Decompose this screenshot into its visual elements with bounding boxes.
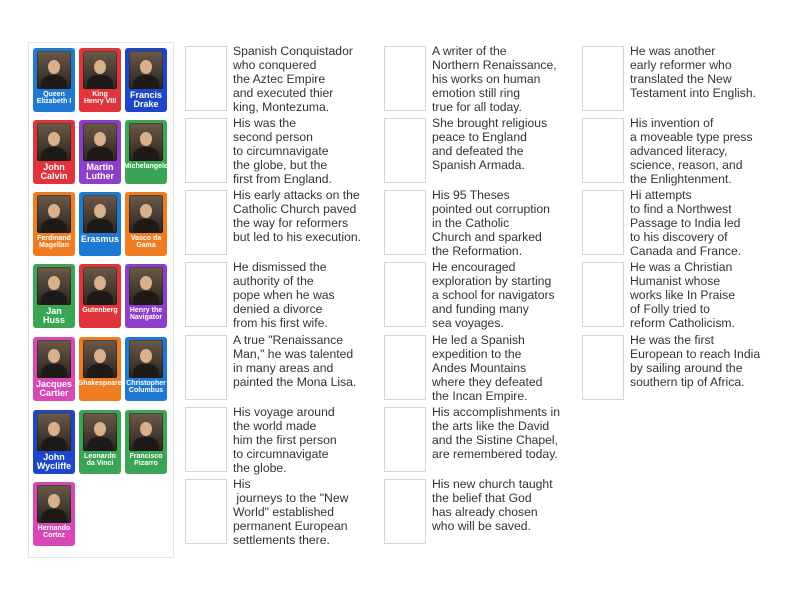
drop-target-box[interactable] bbox=[185, 118, 227, 183]
portrait-image bbox=[37, 485, 71, 523]
portrait-face bbox=[140, 204, 152, 218]
tile-hernando-cortez[interactable] bbox=[33, 482, 75, 546]
portrait-body bbox=[41, 147, 67, 161]
tile-michelangelo[interactable] bbox=[125, 120, 167, 184]
clue-text: His voyage around the world made him the first person to circumnavigate the globe. bbox=[233, 405, 337, 476]
portrait-body bbox=[41, 291, 67, 305]
tile-vasco-da-gama[interactable] bbox=[125, 192, 167, 256]
portrait-image bbox=[129, 340, 163, 378]
tile-label: Ferdinand Magellan bbox=[37, 235, 71, 250]
drop-target-box[interactable] bbox=[384, 262, 426, 327]
portrait-image bbox=[129, 267, 163, 305]
drop-target-box[interactable] bbox=[384, 479, 426, 544]
clue-text: His accomplishments in the arts like the David and the Sistine Chapel, are remembered today. bbox=[432, 405, 561, 462]
clue-text: She brought religious peace to England and defeated the Spanish Armada. bbox=[432, 116, 548, 173]
portrait-image bbox=[37, 51, 71, 89]
clue-text: His invention of a moveable type press advanced literacy, science, reason, and the Enlightenment. bbox=[630, 116, 753, 187]
portrait-body bbox=[41, 75, 67, 89]
clue-text: He was the first European to reach India by sailing around the southern tip of Africa. bbox=[630, 333, 761, 390]
portrait-face bbox=[140, 422, 152, 436]
portrait-body bbox=[133, 219, 159, 233]
portrait-body bbox=[87, 364, 113, 378]
drop-target-box[interactable] bbox=[185, 46, 227, 111]
tile-jacques-cartier[interactable] bbox=[33, 337, 75, 401]
clue-text: A writer of the Northern Renaissance, his works on human emotion still ring true for all today. bbox=[432, 44, 557, 115]
tile-label: John Wycliffe bbox=[36, 452, 72, 472]
drop-target-box[interactable] bbox=[185, 262, 227, 327]
tile-jan-huss[interactable] bbox=[33, 264, 75, 328]
drop-target-box[interactable] bbox=[582, 118, 624, 183]
portrait-face bbox=[140, 276, 152, 290]
tile-label: John Calvin bbox=[40, 162, 68, 182]
tile-leonardo-da-vinci[interactable] bbox=[79, 410, 121, 474]
portrait-face bbox=[48, 349, 60, 363]
portrait-image bbox=[129, 123, 163, 161]
tile-label: Gutenberg bbox=[82, 307, 118, 314]
tile-gutenberg[interactable] bbox=[79, 264, 121, 328]
drop-target-box[interactable] bbox=[185, 190, 227, 255]
tile-francisco-pizarro[interactable] bbox=[125, 410, 167, 474]
tile-label: King Henry VIII bbox=[83, 91, 117, 106]
tile-christopher-columbus[interactable] bbox=[125, 337, 167, 401]
portrait-face bbox=[48, 60, 60, 74]
clue-text: He encouraged exploration by starting a school for navigators and funding many sea voyages. bbox=[432, 260, 555, 331]
tile-label: Jan Huss bbox=[42, 306, 65, 326]
clue-text: His new church taught the belief that God has already chosen who will be saved. bbox=[432, 477, 553, 534]
portrait-image bbox=[83, 51, 117, 89]
portrait-image bbox=[83, 123, 117, 161]
portrait-image bbox=[37, 123, 71, 161]
drop-target-box[interactable] bbox=[185, 335, 227, 400]
portrait-face bbox=[140, 60, 152, 74]
tile-shakespeare[interactable] bbox=[79, 337, 121, 401]
drop-target-box[interactable] bbox=[384, 46, 426, 111]
tile-label: Queen Elizabeth I bbox=[36, 91, 72, 106]
tile-label: Christopher Columbus bbox=[126, 380, 166, 395]
portrait-body bbox=[87, 291, 113, 305]
drop-target-box[interactable] bbox=[582, 46, 624, 111]
portrait-face bbox=[94, 422, 106, 436]
portrait-body bbox=[41, 364, 67, 378]
clue-text: He dismissed the authority of the pope when he was denied a divorce from his first wife. bbox=[233, 260, 335, 331]
portrait-image bbox=[37, 340, 71, 378]
portrait-body bbox=[41, 437, 67, 451]
portrait-body bbox=[133, 291, 159, 305]
clue-text: He was a Christian Humanist whose works like In Praise of Folly tried to reform Catholicism. bbox=[630, 260, 735, 331]
portrait-image bbox=[129, 51, 163, 89]
portrait-face bbox=[94, 60, 106, 74]
tile-martin-luther[interactable] bbox=[79, 120, 121, 184]
drop-target-box[interactable] bbox=[384, 407, 426, 472]
portrait-image bbox=[37, 267, 71, 305]
tile-label: Erasmus bbox=[80, 234, 120, 244]
tile-label: Martin Luther bbox=[86, 162, 114, 182]
drop-target-box[interactable] bbox=[185, 479, 227, 544]
portrait-body bbox=[87, 147, 113, 161]
portrait-image bbox=[83, 413, 117, 451]
clue-text: His 95 Theses pointed out corruption in the Catholic Church and sparked the Reformation. bbox=[432, 188, 550, 259]
tile-label: Henry the Navigator bbox=[129, 307, 163, 322]
portrait-body bbox=[87, 75, 113, 89]
tile-label: Francis Drake bbox=[129, 90, 162, 110]
tile-label: Leonardo da Vinci bbox=[84, 453, 116, 468]
tile-king-henry-viii[interactable] bbox=[79, 48, 121, 112]
tile-erasmus[interactable] bbox=[79, 192, 121, 256]
tile-panel bbox=[28, 42, 174, 558]
portrait-image bbox=[83, 267, 117, 305]
tile-label: Michelangelo bbox=[123, 163, 169, 170]
drop-target-box[interactable] bbox=[582, 190, 624, 255]
portrait-image bbox=[83, 195, 117, 233]
clue-text: Spanish Conquistador who conquered the Aztec Empire and executed thier king, Montezuma. bbox=[233, 44, 353, 115]
drop-target-box[interactable] bbox=[185, 407, 227, 472]
portrait-face bbox=[48, 494, 60, 508]
portrait-body bbox=[87, 219, 113, 233]
portrait-face bbox=[48, 204, 60, 218]
clue-text: His journeys to the "New World" established permanent European settlements there. bbox=[233, 477, 349, 548]
clue-text: He was another early reformer who translated the New Testament into English. bbox=[630, 44, 757, 101]
portrait-face bbox=[94, 204, 106, 218]
drop-target-box[interactable] bbox=[384, 335, 426, 400]
tile-francis-drake[interactable] bbox=[125, 48, 167, 112]
portrait-face bbox=[48, 132, 60, 146]
portrait-image bbox=[129, 195, 163, 233]
portrait-image bbox=[37, 195, 71, 233]
clue-text: A true "Renaissance Man," he was talented in many areas and painted the Mona Lisa. bbox=[233, 333, 357, 390]
portrait-face bbox=[94, 349, 106, 363]
portrait-face bbox=[94, 132, 106, 146]
portrait-body bbox=[133, 147, 159, 161]
tile-label: Jacques Cartier bbox=[35, 379, 73, 399]
tile-label: Shakespeare bbox=[78, 380, 122, 387]
drop-target-box[interactable] bbox=[582, 335, 624, 400]
portrait-image bbox=[37, 413, 71, 451]
tile-john-wycliffe[interactable] bbox=[33, 410, 75, 474]
tile-label: Francisco Pizarro bbox=[129, 453, 163, 468]
portrait-body bbox=[41, 509, 67, 523]
portrait-body bbox=[133, 75, 159, 89]
portrait-body bbox=[133, 437, 159, 451]
clue-text: Hi attempts to find a Northwest Passage to India led to his discovery of Canada and France. bbox=[630, 188, 742, 259]
portrait-face bbox=[48, 422, 60, 436]
tile-label: Vasco da Gama bbox=[130, 235, 162, 250]
tile-label: Hernando Cortez bbox=[37, 525, 71, 540]
portrait-body bbox=[41, 219, 67, 233]
clue-text: His early attacks on the Catholic Church paved the way for reformers but led to his execution. bbox=[233, 188, 362, 245]
tile-ferdinand-magellan[interactable] bbox=[33, 192, 75, 256]
portrait-image bbox=[129, 413, 163, 451]
tile-john-calvin[interactable] bbox=[33, 120, 75, 184]
portrait-face bbox=[94, 276, 106, 290]
drop-target-box[interactable] bbox=[582, 262, 624, 327]
drop-target-box[interactable] bbox=[384, 118, 426, 183]
portrait-face bbox=[48, 276, 60, 290]
tile-henry-the-navigator[interactable] bbox=[125, 264, 167, 328]
portrait-body bbox=[133, 364, 159, 378]
portrait-image bbox=[83, 340, 117, 378]
clue-text: His was the second person to circumnavigate the globe, but the first from England. bbox=[233, 116, 332, 187]
clue-text: He led a Spanish expedition to the Andes Mountains where they defeated the Incan Empire. bbox=[432, 333, 543, 404]
tile-queen-elizabeth-i[interactable] bbox=[33, 48, 75, 112]
portrait-body bbox=[87, 437, 113, 451]
drop-target-box[interactable] bbox=[384, 190, 426, 255]
portrait-face bbox=[140, 349, 152, 363]
portrait-face bbox=[140, 132, 152, 146]
